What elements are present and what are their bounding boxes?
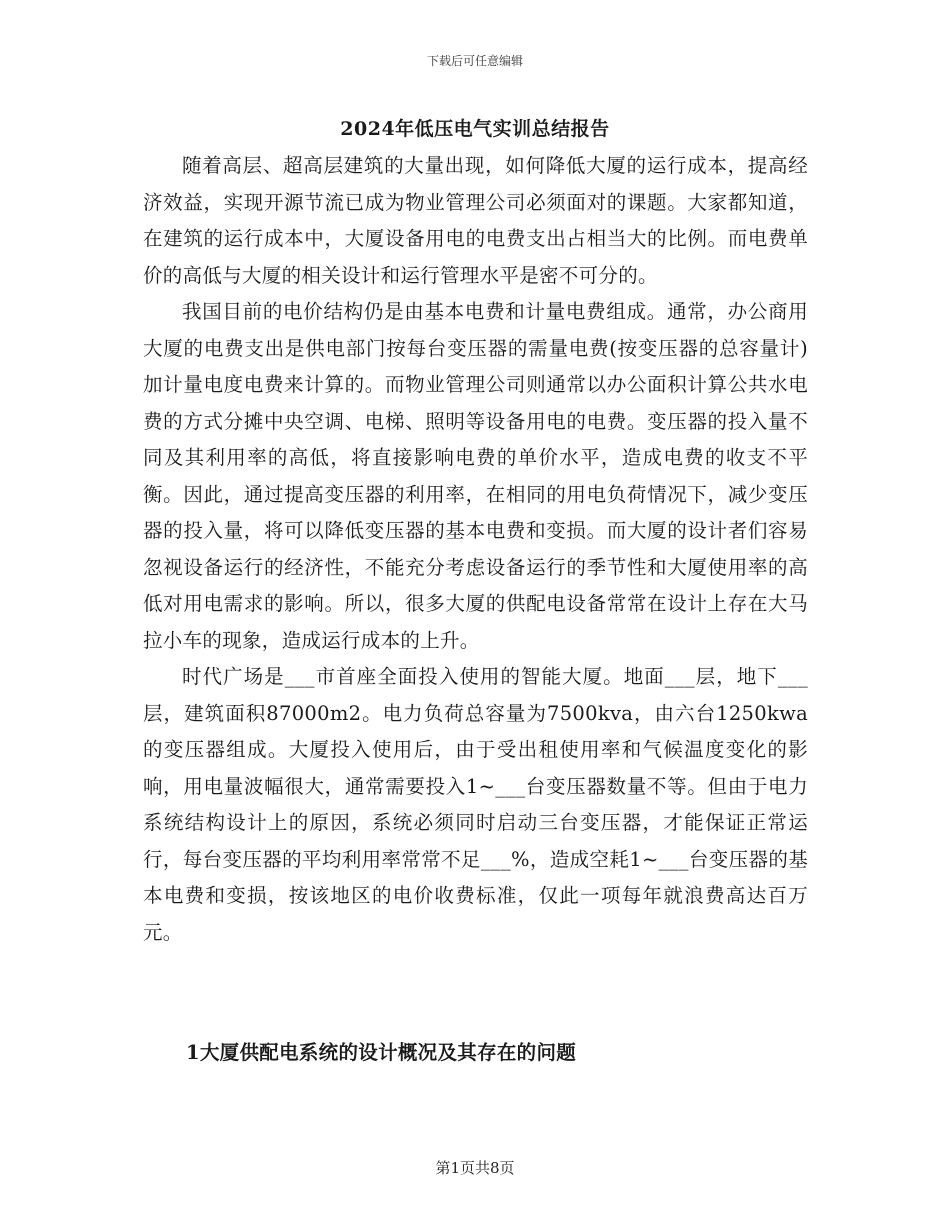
page-header-note: 下载后可任意编辑	[426, 54, 523, 68]
section-heading: 1大厦供配电系统的设计概况及其存在的问题	[186, 1041, 577, 1064]
document-title: 2024年低压电气实训总结报告	[340, 118, 610, 140]
paragraph: 时代广场是___市首座全面投入使用的智能大厦。地面___层，地下___层，建筑面积87000m2。电力负荷总容量为7500kva，由六台1250kwa的变压器组成。大厦投入使用后，由于受出租使用率和气候温度变化的影响，用电量波幅很大，通常需要投入1~___台变压器数量不等。但由于电力系统结构设计上的原因，系统必须同时启动三台变压器，才能保证正常运行，每台变压器的平均利用率常常不足___%，造成空耗1~___台变压器的基本电费和变损，按该地区的电价收费标准，仅此一项每年就浪费高达百万元。	[143, 665, 808, 944]
page-number: 第1页共8页	[435, 1159, 515, 1177]
paragraph: 我国目前的电价结构仍是由基本电费和计量电费组成。通常，办公商用大厦的电费支出是供电部门按每台变压器的需量电费(按变压器的总容量计)加计量电度电费来计算的。而物业管理公司则通常以办公面积计算公共水电费的方式分摊中央空调、电梯、照明等设备用电的电费。变压器的投入量不同及其利用率的高低，将直接影响电费的单价水平，造成电费的收支不平衡。因此，通过提高变压器的利用率，在相同的用电负荷情况下，减少变压器的投入量，将可以降低变压器的基本电费和变损。而大厦的设计者们容易忽视设备运行的经济性，不能充分考虑设备运行的季节性和大厦使用率的高低对用电需求的影响。所以，很多大厦的供配电设备常常在设计上存在大马拉小车的现象，造成运行成本的上升。	[143, 300, 808, 652]
paragraph: 随着高层、超高层建筑的大量出现，如何降低大厦的运行成本，提高经济效益，实现开源节流已成为物业管理公司必须面对的课题。大家都知道，在建筑的运行成本中，大厦设备用电的电费支出占相当大的比例。而电费单价的高低与大厦的相关设计和运行管理水平是密不可分的。	[143, 154, 808, 287]
document-body	[143, 148, 808, 951]
